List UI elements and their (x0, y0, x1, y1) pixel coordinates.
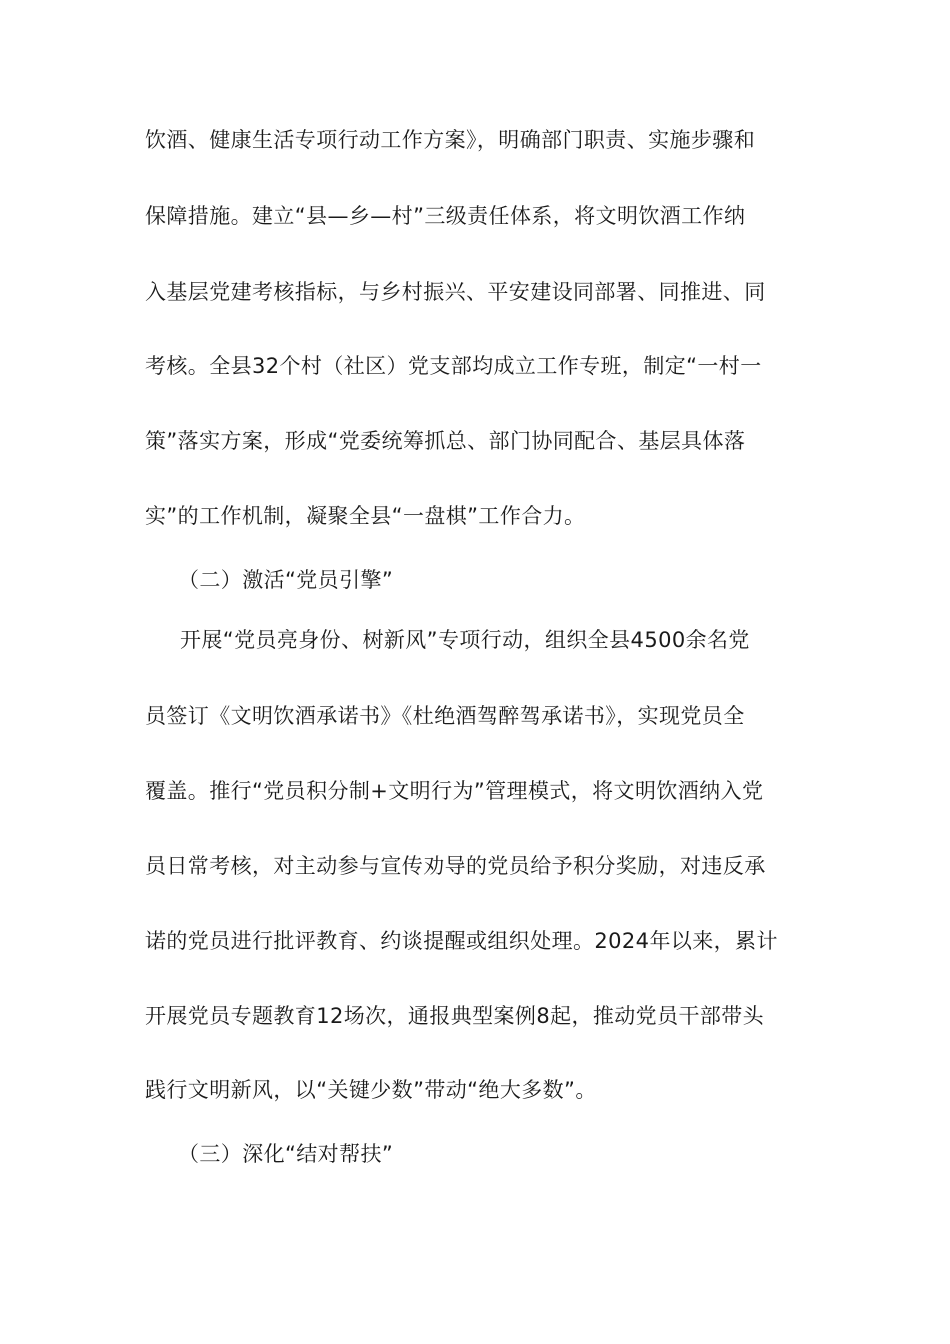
body-text-line: 保障措施。建立“县—乡—村”三级责任体系，将文明饮酒工作纳 (145, 204, 746, 228)
body-text-line: 践行文明新风，以“关键少数”带动“绝大多数”。 (145, 1078, 597, 1102)
body-text-line: 开展“党员亮身份、树新风”专项行动，组织全县4500余名党 (180, 628, 750, 652)
body-text-line: 入基层党建考核指标，与乡村振兴、平安建设同部署、同推进、同 (145, 280, 766, 304)
body-text-line: 员签订《文明饮酒承诺书》《杜绝酒驾醉驾承诺书》，实现党员全 (145, 704, 745, 728)
body-text-line: 员日常考核，对主动参与宣传劝导的党员给予积分奖励，对违反承 (145, 854, 766, 878)
body-text-line: 饮酒、健康生活专项行动工作方案》，明确部门职责、实施步骤和 (145, 128, 756, 152)
section-heading-3: （三）深化“结对帮扶” (178, 1142, 394, 1166)
body-text-line: 开展党员专题教育12场次，通报典型案例8起，推动党员干部带头 (145, 1004, 765, 1028)
body-text-line: 诺的党员进行批评教育、约谈提醒或组织处理。2024年以来，累计 (145, 929, 778, 953)
body-text-line: 覆盖。推行“党员积分制+文明行为”管理模式，将文明饮酒纳入党 (145, 779, 764, 803)
section-heading-2: （二）激活“党员引擎” (178, 568, 394, 592)
body-text-line: 策”落实方案，形成“党委统筹抓总、部门协同配合、基层具体落 (145, 429, 746, 453)
body-text-line: 考核。全县32个村（社区）党支部均成立工作专班，制定“一村一 (145, 354, 762, 378)
body-text-line: 实”的工作机制，凝聚全县“一盘棋”工作合力。 (145, 504, 586, 528)
